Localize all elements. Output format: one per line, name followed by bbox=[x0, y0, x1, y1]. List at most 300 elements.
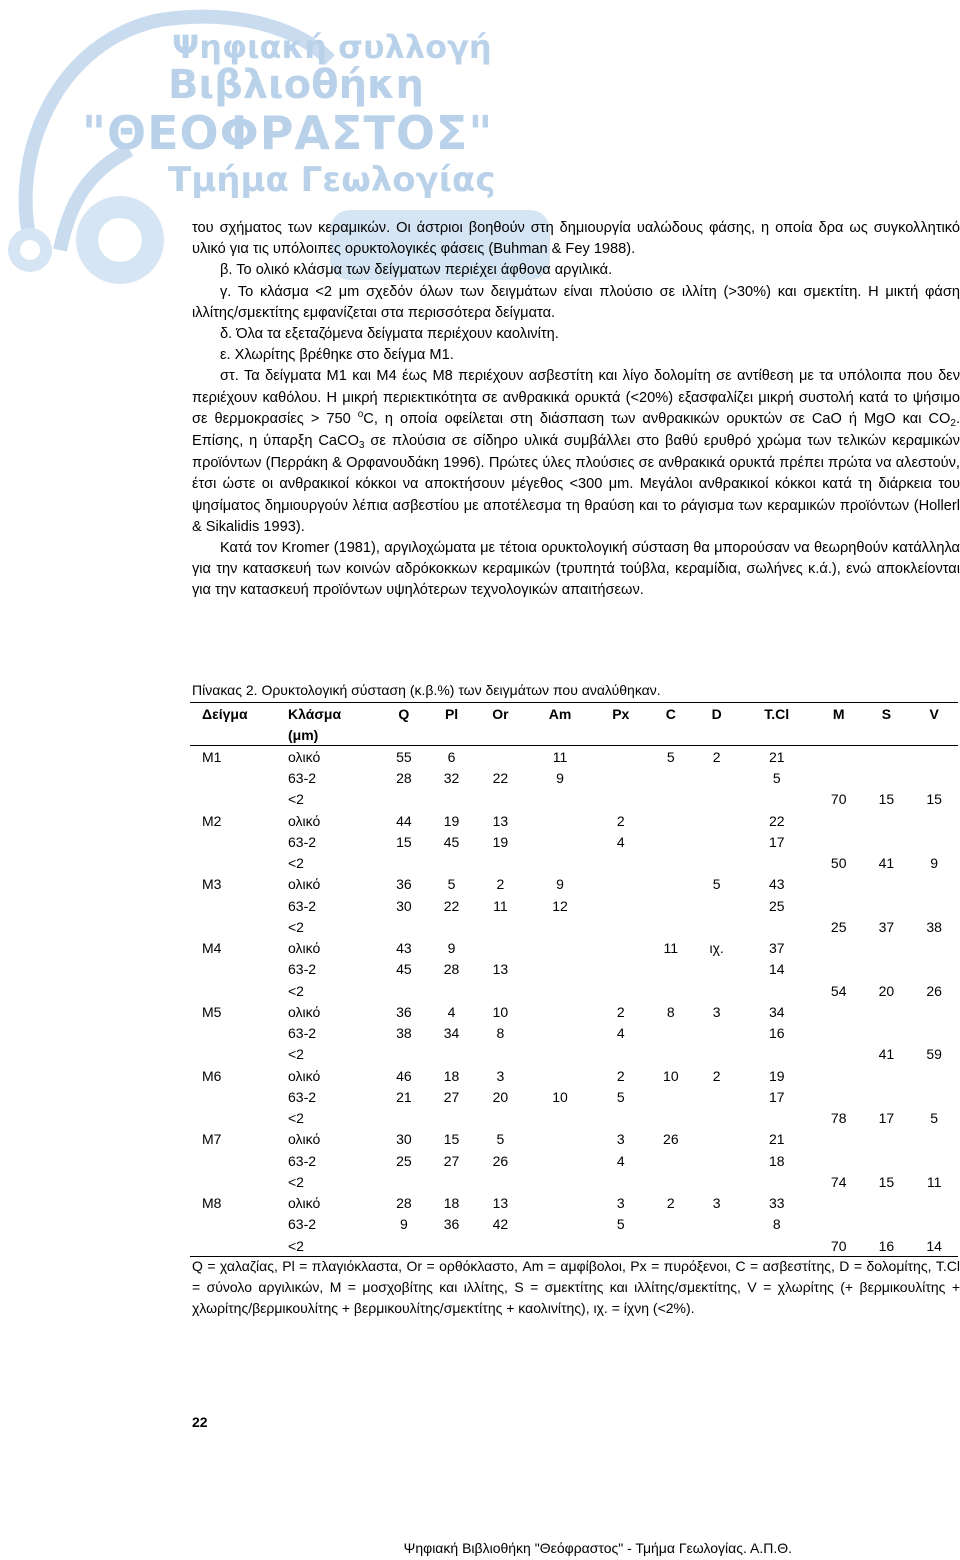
table-cell: 43 bbox=[396, 940, 412, 957]
table-cell: 5 bbox=[930, 1110, 939, 1127]
table-cell bbox=[739, 789, 815, 810]
table-cell: 8 bbox=[666, 1003, 675, 1020]
table-cell: 2 bbox=[616, 1067, 625, 1084]
table-cell bbox=[863, 938, 911, 959]
table-cell: ολικό bbox=[288, 1195, 321, 1212]
table-cell bbox=[525, 853, 594, 874]
table-cell: 45 bbox=[443, 833, 460, 850]
table-cell: 41 bbox=[878, 1046, 895, 1063]
table-cell bbox=[695, 810, 739, 831]
table-cell bbox=[910, 1086, 958, 1107]
table-cell: 13 bbox=[492, 961, 509, 978]
table-cell bbox=[475, 853, 525, 874]
table-row bbox=[190, 1235, 958, 1257]
table-cell bbox=[739, 1171, 815, 1192]
table-cell: 37 bbox=[878, 918, 895, 935]
table-cell bbox=[190, 980, 288, 1001]
table-cell bbox=[525, 1150, 594, 1171]
table-cell: M8 bbox=[202, 1195, 222, 1212]
unit-label: (μm) bbox=[288, 724, 380, 746]
table-cell: 28 bbox=[443, 961, 460, 978]
table-cell bbox=[190, 895, 288, 916]
table-cell: 25 bbox=[396, 1152, 412, 1169]
paragraph-beta: β. Το ολικό κλάσμα των δείγματων περιέχει άφθονα αργιλικά. bbox=[220, 262, 613, 279]
table-cell: 6 bbox=[447, 748, 456, 765]
table-cell: 12 bbox=[552, 897, 568, 914]
table-row bbox=[190, 874, 958, 895]
table-cell bbox=[595, 746, 647, 768]
table-cell bbox=[695, 959, 739, 980]
table-row bbox=[190, 789, 958, 810]
table-cell bbox=[475, 1235, 525, 1257]
table-cell bbox=[525, 1171, 594, 1192]
table-cell: <2 bbox=[288, 1046, 304, 1063]
table-row bbox=[190, 1214, 958, 1235]
table-cell bbox=[475, 1171, 525, 1192]
co2-subscript: 2 bbox=[950, 417, 956, 429]
table-row bbox=[190, 1150, 958, 1171]
table-cell: 5 bbox=[712, 876, 721, 893]
table-cell: 27 bbox=[443, 1152, 460, 1169]
table-notes: Q = χαλαζίας, Pl = πλαγιόκλαστα, Or = ορθόκλαστο, Am = αμφίβολοι, Px = πυρόξενοι, C = ασβεστίτης, D = δολομίτης, T.Cl = σύνολο αργιλικών, M = μοσχοβίτης και ιλλίτης, S = σμεκτίτης και ιλλίτης/σμεκτίτης, V = χλωρίτης (+ βερμικουλίτης + χλωρίτης/βερμικουλίτης + βερμικουλίτης/σμεκτίτης + καολινίτης), ιχ. = ίχνη (<2%). bbox=[192, 1258, 960, 1316]
table-cell bbox=[190, 1150, 288, 1171]
table-cell: 9 bbox=[447, 940, 456, 957]
header-d: D bbox=[695, 703, 739, 725]
table-cell bbox=[647, 1023, 695, 1044]
table-cell bbox=[815, 1065, 863, 1086]
table-cell: 38 bbox=[396, 1025, 412, 1042]
table-header-row bbox=[190, 703, 958, 725]
table-cell bbox=[428, 1235, 476, 1257]
table-cell bbox=[910, 831, 958, 852]
table-cell: 3 bbox=[616, 1131, 625, 1148]
table-cell: 15 bbox=[926, 791, 942, 808]
paragraph-st bbox=[192, 366, 960, 538]
table-cell bbox=[525, 810, 594, 831]
table-cell bbox=[863, 1193, 911, 1214]
table-cell: 63-2 bbox=[288, 770, 317, 787]
table-cell: 3 bbox=[712, 1003, 721, 1020]
table-cell: M4 bbox=[202, 940, 222, 957]
table-cell bbox=[863, 1129, 911, 1150]
table-cell: 2 bbox=[616, 812, 625, 829]
table-cell: 41 bbox=[878, 855, 895, 872]
table-cell bbox=[595, 874, 647, 895]
table-cell: 54 bbox=[830, 982, 847, 999]
table-cell bbox=[595, 789, 647, 810]
table-cell bbox=[190, 1086, 288, 1107]
degree-superscript: o bbox=[357, 408, 364, 420]
table-cell bbox=[863, 768, 911, 789]
table-cell: 5 bbox=[616, 1216, 625, 1233]
table-cell: 46 bbox=[396, 1067, 412, 1084]
table-cell: 63-2 bbox=[288, 961, 317, 978]
table-cell bbox=[815, 1214, 863, 1235]
table-cell bbox=[910, 1129, 958, 1150]
table-cell: M3 bbox=[202, 876, 222, 893]
table-cell: 70 bbox=[830, 791, 847, 808]
table-cell: 22 bbox=[492, 770, 509, 787]
table-cell: 4 bbox=[616, 833, 625, 850]
table-cell bbox=[863, 1086, 911, 1107]
table-cell bbox=[190, 916, 288, 937]
table-cell bbox=[525, 1129, 594, 1150]
table-row bbox=[190, 768, 958, 789]
table-cell bbox=[815, 959, 863, 980]
header-am: Am bbox=[525, 703, 594, 725]
table-cell: 36 bbox=[443, 1216, 460, 1233]
table-row bbox=[190, 1065, 958, 1086]
table-cell: 2 bbox=[666, 1195, 675, 1212]
table-cell bbox=[695, 1108, 739, 1129]
table-cell: ολικό bbox=[288, 1003, 321, 1020]
table-cell: 14 bbox=[910, 1235, 958, 1257]
table-cell bbox=[428, 789, 476, 810]
table-cell bbox=[815, 1044, 863, 1065]
table-cell bbox=[647, 1086, 695, 1107]
table-cell bbox=[695, 789, 739, 810]
table-cell bbox=[910, 1065, 958, 1086]
paragraph-st-part-d: σε πλούσια σε σίδηρο υλικά συμβάλλει στο βαθύ ερυθρό χρώμα των τελικών κεραμικών προϊόντων (Περράκη & Ορφανουδάκη 1996). Πρώτες ύλες πλούσιες σε ανθρακικά ορυκτά πρέπει πρώτα να αλεστούν, έτσι ώστε οι ανθρακικοί κόκκοι να αποκτήσουν μέγεθος <300 μm. Μεγάλοι ανθρακικοί κόκκοι κατά τη διάρκεια του ψησίματος δημιουργούν λέπια ασβεστίου με αποτέλεσμα τη θραύση και το ράγισμα των κεραμικών προϊόντων (Hollerl & Sikalidis 1993). bbox=[192, 433, 960, 535]
table-cell: 21 bbox=[768, 1131, 785, 1148]
table-cell bbox=[525, 1193, 594, 1214]
table-cell bbox=[910, 1193, 958, 1214]
table-cell bbox=[190, 1235, 288, 1257]
table-cell bbox=[380, 1044, 428, 1065]
table-cell bbox=[380, 789, 428, 810]
table-cell bbox=[595, 1108, 647, 1129]
table-cell: 38 bbox=[926, 918, 942, 935]
table-cell bbox=[815, 1150, 863, 1171]
table-cell: 3 bbox=[496, 1067, 505, 1084]
table-cell bbox=[525, 1001, 594, 1022]
table-row bbox=[190, 810, 958, 831]
table-cell: 63-2 bbox=[288, 1088, 317, 1105]
table-cell: 27 bbox=[443, 1088, 460, 1105]
table-cell bbox=[695, 831, 739, 852]
table-cell bbox=[190, 1023, 288, 1044]
table-cell bbox=[595, 1235, 647, 1257]
table-cell: M5 bbox=[202, 1003, 222, 1020]
table-cell bbox=[647, 768, 695, 789]
table-cell bbox=[815, 768, 863, 789]
table-cell: 34 bbox=[443, 1025, 460, 1042]
table-cell: ολικό bbox=[288, 748, 321, 765]
table-cell bbox=[428, 980, 476, 1001]
table-cell: 37 bbox=[768, 940, 785, 957]
table-row bbox=[190, 980, 958, 1001]
table-cell: 33 bbox=[768, 1195, 785, 1212]
table-cell: 34 bbox=[768, 1003, 785, 1020]
table-cell bbox=[525, 789, 594, 810]
table-cell: 30 bbox=[396, 897, 412, 914]
table-cell: 9 bbox=[399, 1216, 408, 1233]
table-cell bbox=[190, 831, 288, 852]
table-cell bbox=[815, 810, 863, 831]
paragraph-gamma: γ. Το κλάσμα <2 μm σχεδόν όλων των δειγμάτων είναι πλούσιο σε ιλλίτη (>30%) και σμεκτίτη. Η μικτή φάση ιλλίτης/σμεκτίτης εμφανίζεται στα περισσότερα δείγματα. bbox=[192, 283, 960, 321]
table-cell: 15 bbox=[396, 833, 412, 850]
table-cell bbox=[380, 1171, 428, 1192]
table-cell: <2 bbox=[288, 1173, 304, 1190]
table-cell bbox=[595, 938, 647, 959]
table-cell: 9 bbox=[556, 876, 564, 893]
table-cell bbox=[647, 1171, 695, 1192]
header-m: M bbox=[815, 703, 863, 725]
table-cell bbox=[595, 1044, 647, 1065]
table-cell: M6 bbox=[202, 1067, 222, 1084]
table-row bbox=[190, 1044, 958, 1065]
table-cell bbox=[815, 1129, 863, 1150]
table-cell bbox=[647, 831, 695, 852]
table-unit-row bbox=[190, 724, 958, 746]
table-cell bbox=[647, 895, 695, 916]
table-cell: 5 bbox=[772, 770, 781, 787]
table-cell: 22 bbox=[768, 812, 785, 829]
table-cell bbox=[428, 1108, 476, 1129]
table-cell: 25 bbox=[768, 897, 785, 914]
table-cell: M2 bbox=[202, 812, 222, 829]
table-cell bbox=[647, 810, 695, 831]
table-cell bbox=[595, 768, 647, 789]
page-number: 22 bbox=[192, 1414, 208, 1430]
table-cell bbox=[428, 1171, 476, 1192]
table-cell bbox=[525, 959, 594, 980]
table-cell bbox=[190, 789, 288, 810]
table-cell: 63-2 bbox=[288, 1152, 317, 1169]
table-cell bbox=[863, 1065, 911, 1086]
table-cell: 50 bbox=[830, 855, 847, 872]
table-row bbox=[190, 746, 958, 768]
table-cell bbox=[190, 768, 288, 789]
table-cell: 10 bbox=[663, 1067, 679, 1084]
table-cell bbox=[647, 853, 695, 874]
table-cell bbox=[815, 1193, 863, 1214]
table-cell: 42 bbox=[492, 1216, 509, 1233]
table-row bbox=[190, 1129, 958, 1150]
table-cell: ολικό bbox=[288, 940, 321, 957]
table-cell bbox=[863, 831, 911, 852]
table-cell bbox=[190, 959, 288, 980]
table-cell: 17 bbox=[878, 1110, 895, 1127]
table-cell bbox=[815, 895, 863, 916]
paragraph-st-part-c: . Επίσης, η ύπαρξη CaCO bbox=[192, 410, 960, 450]
paragraph-st-part-a: στ. Τα δείγματα Μ1 και Μ4 έως Μ8 περιέχουν ασβεστίτη και λίγο δολομίτη σε αντίθεση με τα υπόλοιπα που δεν περιέχουν καθόλου. Η μικρή περιεκτικότητα σε ανθρακικά ορυκτά (<20%) εξασφαλίζει μικρή συστολή κατά το ψήσιμο σε θερμοκρασίες > 750 bbox=[192, 368, 960, 427]
table-cell bbox=[695, 1023, 739, 1044]
table-cell: 59 bbox=[926, 1046, 942, 1063]
table-cell: 21 bbox=[768, 748, 785, 765]
table-cell bbox=[475, 1108, 525, 1129]
table-cell bbox=[475, 916, 525, 937]
table-cell: 19 bbox=[492, 833, 509, 850]
table-cell bbox=[815, 1086, 863, 1107]
table-cell bbox=[190, 853, 288, 874]
table-cell: 18 bbox=[768, 1152, 785, 1169]
table-cell bbox=[475, 746, 525, 768]
table-cell: M7 bbox=[202, 1131, 222, 1148]
table-cell bbox=[595, 916, 647, 937]
table-cell bbox=[815, 874, 863, 895]
table-cell bbox=[475, 1044, 525, 1065]
table-cell bbox=[739, 853, 815, 874]
header-px: Px bbox=[595, 703, 647, 725]
table-cell: 30 bbox=[396, 1131, 412, 1148]
table-row bbox=[190, 1171, 958, 1192]
table-cell: 22 bbox=[443, 897, 460, 914]
table-cell bbox=[380, 853, 428, 874]
table-cell: 13 bbox=[492, 812, 509, 829]
table-cell bbox=[910, 768, 958, 789]
table-cell bbox=[863, 810, 911, 831]
table-cell bbox=[695, 1150, 739, 1171]
table-cell bbox=[428, 853, 476, 874]
table-cell bbox=[863, 1023, 911, 1044]
table-cell bbox=[910, 895, 958, 916]
table-cell: 26 bbox=[926, 982, 942, 999]
table-cell: 9 bbox=[556, 770, 564, 787]
table-cell: 19 bbox=[768, 1067, 785, 1084]
table-cell bbox=[525, 1235, 594, 1257]
table-cell bbox=[695, 768, 739, 789]
table-cell: 3 bbox=[616, 1195, 625, 1212]
table-row bbox=[190, 1086, 958, 1107]
table-cell: 3 bbox=[712, 1195, 721, 1212]
table-cell bbox=[910, 1023, 958, 1044]
table-cell: 10 bbox=[492, 1003, 509, 1020]
table-cell: ολικό bbox=[288, 812, 321, 829]
table-cell: 8 bbox=[772, 1216, 781, 1233]
table-cell bbox=[695, 1214, 739, 1235]
table-row bbox=[190, 895, 958, 916]
table-cell: 63-2 bbox=[288, 833, 317, 850]
table-cell bbox=[695, 980, 739, 1001]
table-row bbox=[190, 1001, 958, 1022]
mineral-composition-table bbox=[190, 702, 958, 1257]
table-cell bbox=[380, 1108, 428, 1129]
table-cell: <2 bbox=[288, 1110, 304, 1127]
table-row bbox=[190, 853, 958, 874]
table-cell bbox=[815, 938, 863, 959]
watermark-line-3: "ΘΕΟΦΡΑΣΤΟΣ" bbox=[82, 106, 494, 160]
table-cell: <2 bbox=[288, 918, 304, 935]
table-cell: ιχ. bbox=[709, 940, 724, 957]
paragraph-delta: δ. Όλα τα εξεταζόμενα δείγματα περιέχουν καολινίτη. bbox=[220, 326, 559, 343]
table-cell: <2 bbox=[288, 1235, 380, 1257]
table-cell: 4 bbox=[616, 1152, 625, 1169]
table-cell bbox=[910, 938, 958, 959]
table-cell bbox=[695, 895, 739, 916]
table-cell: M1 bbox=[202, 748, 222, 765]
table-cell bbox=[695, 1235, 739, 1257]
table-cell: 16 bbox=[863, 1235, 911, 1257]
table-cell: 28 bbox=[396, 770, 412, 787]
table-row bbox=[190, 916, 958, 937]
table-cell: <2 bbox=[288, 982, 304, 999]
table-cell bbox=[863, 895, 911, 916]
table-cell: 18 bbox=[443, 1067, 460, 1084]
table-cell bbox=[595, 853, 647, 874]
table-cell bbox=[190, 1108, 288, 1129]
table-cell: 8 bbox=[496, 1025, 505, 1042]
table-cell bbox=[739, 916, 815, 937]
table-cell: 70 bbox=[815, 1235, 863, 1257]
table-cell bbox=[815, 831, 863, 852]
caco3-subscript: 3 bbox=[358, 440, 365, 452]
table-cell bbox=[863, 746, 911, 768]
header-s: S bbox=[863, 703, 911, 725]
table-cell bbox=[525, 1214, 594, 1235]
table-row bbox=[190, 1193, 958, 1214]
table-cell bbox=[910, 1214, 958, 1235]
table-cell: 45 bbox=[396, 961, 412, 978]
table-row bbox=[190, 1023, 958, 1044]
watermark-line-4: Τμήμα Γεωλογίας bbox=[168, 160, 496, 200]
table-cell: 2 bbox=[712, 748, 721, 765]
table-cell: 11 bbox=[926, 1173, 942, 1190]
table-cell bbox=[525, 1065, 594, 1086]
table-cell bbox=[910, 746, 958, 768]
table-cell bbox=[647, 959, 695, 980]
table-cell bbox=[595, 959, 647, 980]
table-cell: 25 bbox=[830, 918, 847, 935]
watermark-line-2: Βιβλιοθήκη bbox=[168, 62, 424, 108]
footer-text: Ψηφιακή Βιβλιοθήκη "Θεόφραστος" - Τμήμα Γεωλογίας. Α.Π.Θ. bbox=[403, 1540, 792, 1556]
table-cell bbox=[525, 916, 594, 937]
table-row bbox=[190, 938, 958, 959]
table-cell: 2 bbox=[616, 1003, 625, 1020]
table-cell bbox=[910, 810, 958, 831]
table-cell bbox=[475, 980, 525, 1001]
table-cell bbox=[475, 789, 525, 810]
table-cell: 44 bbox=[396, 812, 412, 829]
table-cell: 20 bbox=[878, 982, 895, 999]
paragraph-st-part-b: C, η οποία οφείλεται στη διάσπαση των ανθρακικών ορυκτών σε CaO ή MgO και CO bbox=[363, 410, 951, 427]
table-cell bbox=[647, 1044, 695, 1065]
table-cell bbox=[190, 1214, 288, 1235]
table-cell: 15 bbox=[443, 1131, 460, 1148]
table-cell bbox=[647, 1150, 695, 1171]
table-cell: 19 bbox=[443, 812, 460, 829]
header-v: V bbox=[910, 703, 958, 725]
table-cell bbox=[525, 1108, 594, 1129]
table-cell: 17 bbox=[768, 1088, 785, 1105]
table-cell: 15 bbox=[878, 1173, 895, 1190]
table-cell: 32 bbox=[443, 770, 460, 787]
table-cell: 63-2 bbox=[288, 1025, 317, 1042]
table-cell bbox=[863, 1150, 911, 1171]
table-cell: 26 bbox=[492, 1152, 509, 1169]
table-cell bbox=[647, 789, 695, 810]
table-cell bbox=[595, 1171, 647, 1192]
table-cell bbox=[910, 959, 958, 980]
table-cell bbox=[863, 1001, 911, 1022]
table-cell bbox=[910, 874, 958, 895]
table-cell: 5 bbox=[616, 1088, 625, 1105]
watermark-line-1: Ψηφιακή συλλογή bbox=[172, 28, 492, 66]
table-cell: ολικό bbox=[288, 1131, 321, 1148]
table-cell: <2 bbox=[288, 855, 304, 872]
table-cell bbox=[647, 1108, 695, 1129]
table-cell bbox=[863, 1214, 911, 1235]
table-cell bbox=[739, 1044, 815, 1065]
table-cell bbox=[525, 1044, 594, 1065]
table-cell: 55 bbox=[396, 748, 412, 765]
table-cell bbox=[815, 1001, 863, 1022]
table-cell: ολικό bbox=[288, 876, 321, 893]
table-cell: 9 bbox=[930, 855, 939, 872]
table-cell: ολικό bbox=[288, 1067, 321, 1084]
table-cell: 43 bbox=[768, 876, 785, 893]
table-cell bbox=[190, 1171, 288, 1192]
